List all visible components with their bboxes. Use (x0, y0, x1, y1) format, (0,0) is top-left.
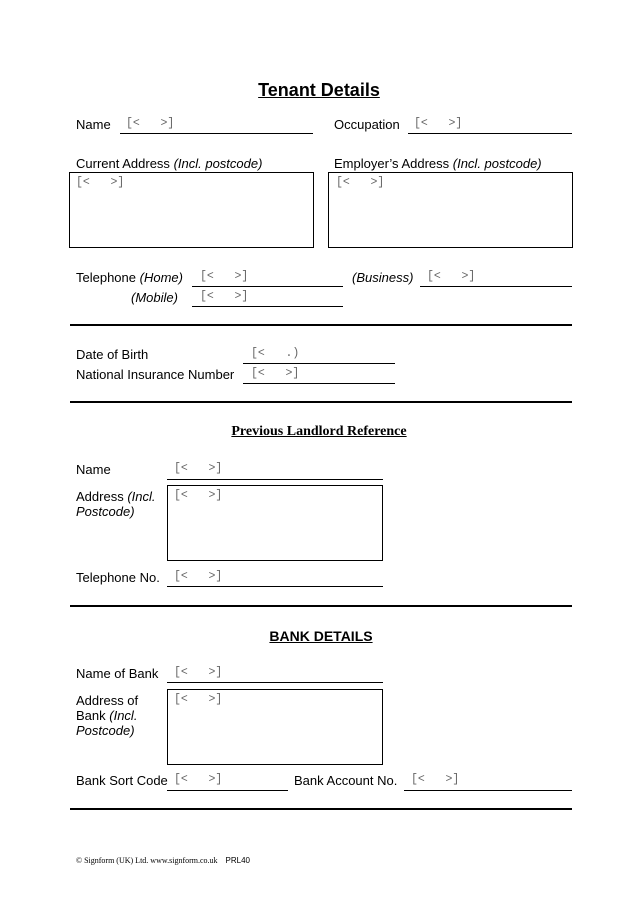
landlord-address-note-1: (Incl. (127, 489, 156, 504)
dob-value[interactable]: [< .) (251, 347, 300, 360)
bank-name-value[interactable]: [< >] (174, 666, 223, 679)
dob-line (243, 363, 395, 364)
landlord-telephone-value[interactable]: [< >] (174, 570, 223, 583)
dob-label: Date of Birth (76, 347, 149, 362)
name-field-value[interactable]: [< >] (126, 117, 175, 130)
ni-label: National Insurance Number (76, 367, 235, 382)
ni-value[interactable]: [< >] (251, 367, 300, 380)
landlord-name-label: Name (76, 462, 111, 477)
occupation-label: Occupation (334, 117, 400, 132)
current-address-label-text: Current Address (76, 156, 170, 171)
landlord-heading: Previous Landlord Reference (231, 424, 407, 439)
employer-address-value: [< >] (336, 176, 385, 189)
current-address-label (76, 156, 262, 171)
bank-address-label-2: Bank (76, 708, 106, 723)
landlord-address-value: [< >] (174, 489, 223, 502)
employer-address-note: (Incl. postcode) (452, 156, 542, 171)
bank-address-note-2: Postcode) (76, 723, 135, 738)
footer-form-code: PRL40 (225, 856, 251, 865)
bank-address-label-1: Address of (76, 693, 139, 708)
current-address-note: (Incl. postcode) (173, 156, 263, 171)
bank-address-note-1: (Incl. (109, 708, 138, 723)
account-number-label: Bank Account No. (294, 773, 398, 788)
bank-heading: BANK DETAILS (269, 628, 373, 644)
telephone-home-value[interactable]: [< >] (200, 270, 249, 283)
bank-name-label: Name of Bank (76, 666, 159, 681)
occupation-field-line (408, 133, 572, 134)
telephone-business-value[interactable]: [< >] (427, 270, 476, 283)
home-label: (Home) (139, 270, 183, 285)
section-divider (70, 324, 572, 326)
bank-name-line (167, 682, 383, 683)
telephone-home-line (192, 286, 343, 287)
bank-address-label (76, 693, 138, 738)
landlord-name-value[interactable]: [< >] (174, 462, 223, 475)
section-divider (70, 401, 572, 403)
bank-address-value: [< >] (174, 693, 223, 706)
occupation-field-value[interactable]: [< >] (414, 117, 463, 130)
current-address-value: [< >] (76, 176, 125, 189)
sort-code-value[interactable]: [< >] (174, 773, 223, 786)
sort-code-label: Bank Sort Code (76, 773, 168, 788)
telephone-business-line (420, 286, 572, 287)
mobile-label: (Mobile) (131, 290, 178, 305)
business-label: (Business) (352, 270, 414, 285)
telephone-label: Telephone (76, 270, 136, 285)
ni-line (243, 383, 395, 384)
landlord-telephone-line (167, 586, 383, 587)
account-number-line (404, 790, 572, 791)
telephone-home-label (76, 270, 183, 285)
landlord-address-label-text: Address (76, 489, 124, 504)
landlord-address-note-2: Postcode) (76, 504, 135, 519)
footer (76, 856, 250, 865)
page-title: Tenant Details (258, 80, 380, 100)
account-number-value[interactable]: [< >] (411, 773, 460, 786)
section-divider (70, 605, 572, 607)
name-field-line (120, 133, 313, 134)
employer-address-label (334, 156, 542, 171)
sort-code-line (167, 790, 288, 791)
footer-copyright: © Signform (UK) Ltd. www.signform.co.uk (76, 856, 218, 865)
telephone-mobile-value[interactable]: [< >] (200, 290, 249, 303)
section-divider (70, 808, 572, 810)
landlord-name-line (167, 479, 383, 480)
name-label: Name (76, 117, 111, 132)
employer-address-label-text: Employer’s Address (334, 156, 450, 171)
telephone-mobile-line (192, 306, 343, 307)
landlord-address-label (76, 489, 156, 519)
landlord-telephone-label: Telephone No. (76, 570, 160, 585)
